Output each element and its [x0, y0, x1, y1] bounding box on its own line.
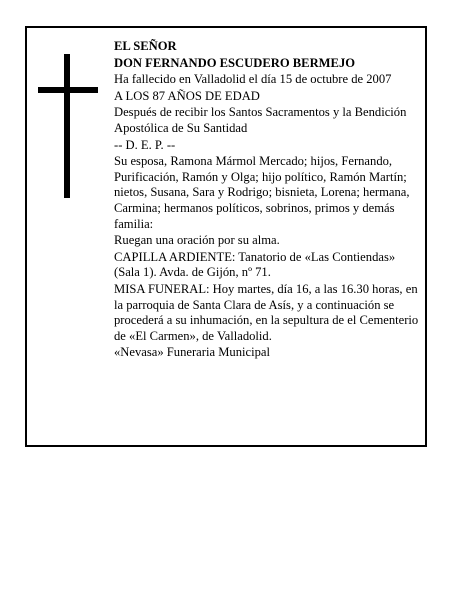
obituary-heading: EL SEÑOR	[114, 39, 177, 53]
death-statement: Ha fallecido en Valladolid el día 15 de octubre de 2007	[114, 72, 392, 87]
prayer-request: Ruegan una oración por su alma.	[114, 233, 280, 248]
obituary-text	[114, 39, 424, 362]
funeral-home: «Nevasa» Funeraria Municipal	[114, 345, 270, 360]
cross-horizontal-bar	[38, 87, 98, 93]
family-list: Su esposa, Ramona Mármol Mercado; hijos, Fernando, Purificación, Ramón y Olga; hijo político, Ramón Martín; nietos, Susana, Sara y Rodrigo; bisnieta, Lorena; hermana, Carmina; hermanos políticos, sobrinos, primos y demás familia:	[114, 154, 410, 231]
dep-line: -- D. E. P. --	[114, 137, 176, 152]
chapel-info: CAPILLA ARDIENTE: Tanatorio de «Las Contiendas» (Sala 1). Avda. de Gijón, nº 71.	[114, 249, 396, 280]
sacraments-statement: Después de recibir los Santos Sacramentos y la Bendición Apostólica de Su Santidad	[114, 105, 407, 135]
funeral-info: MISA FUNERAL: Hoy martes, día 16, a las 16.30 horas, en la parroquia de Santa Clara de Asís, y a continuación se procederá a su inhumación, en la sepultura de el Cementerio de «El Carmen», de Valladolid.	[114, 281, 419, 343]
deceased-name: DON FERNANDO ESCUDERO BERMEJO	[114, 55, 356, 70]
age-statement: A LOS 87 AÑOS DE EDAD	[114, 88, 260, 103]
cross-icon	[38, 54, 98, 198]
cross-vertical-bar	[64, 54, 70, 198]
